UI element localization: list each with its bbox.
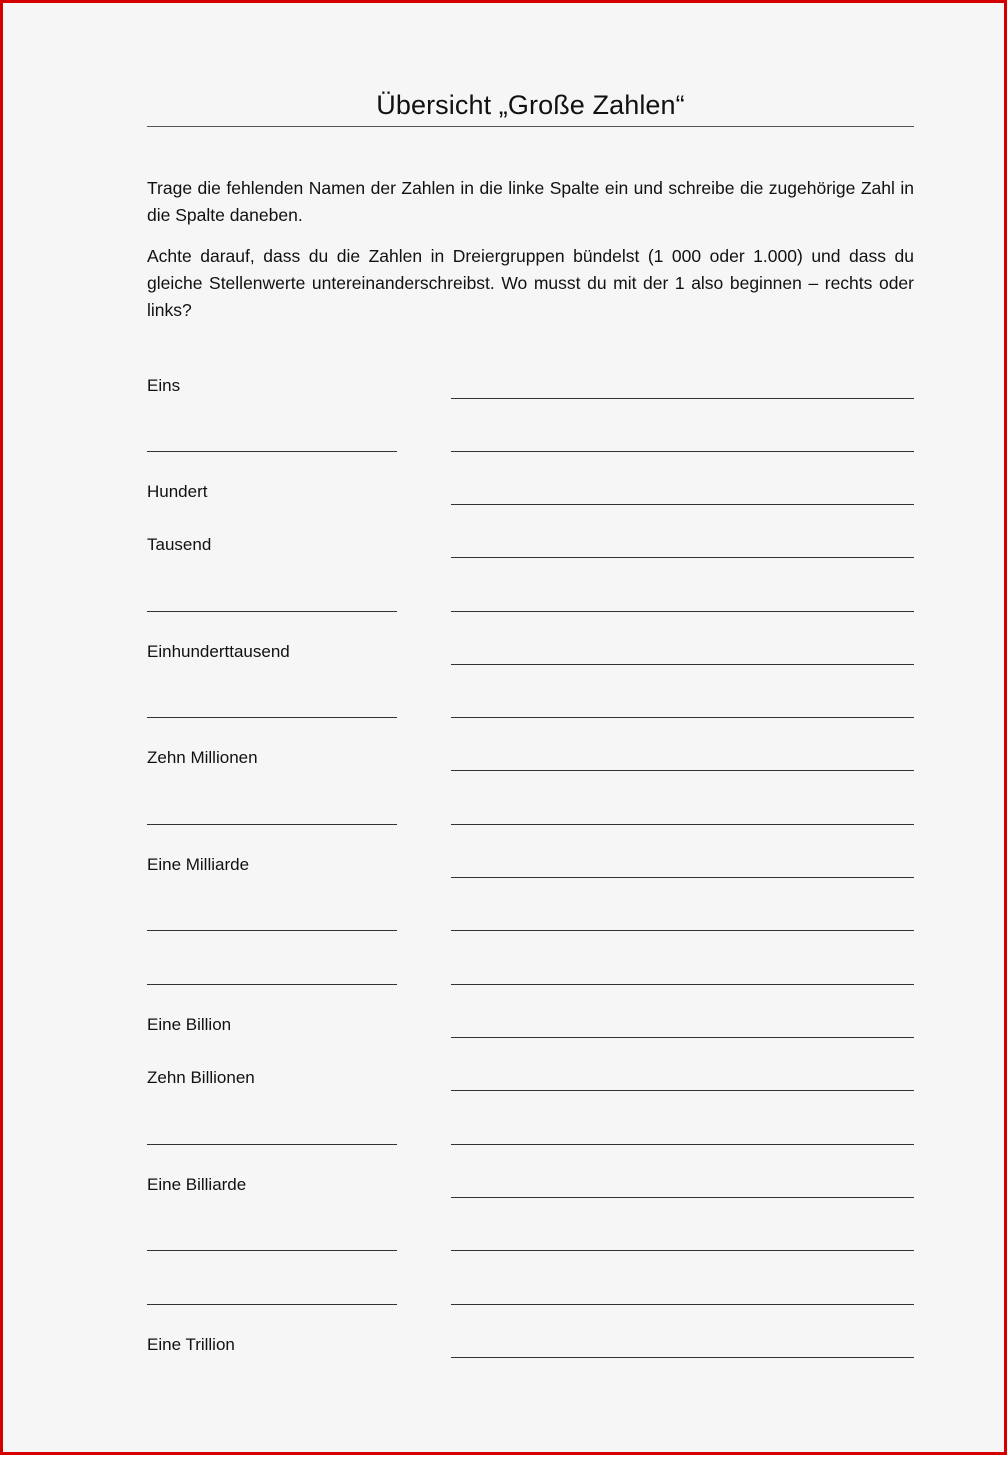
table-row — [147, 1275, 914, 1305]
number-answer-line[interactable] — [451, 877, 914, 878]
number-answer-line[interactable] — [451, 1197, 914, 1198]
table-row — [147, 795, 914, 825]
table-row — [147, 741, 914, 771]
table-row — [147, 582, 914, 612]
number-answer-line[interactable] — [451, 1144, 914, 1145]
number-answer-line[interactable] — [451, 398, 914, 399]
table-row — [147, 475, 914, 505]
number-name-label: Eine Billiarde — [147, 1175, 247, 1194]
table-row — [147, 528, 914, 558]
number-answer-line[interactable] — [451, 557, 914, 558]
number-answer-line[interactable] — [451, 770, 914, 771]
name-answer-line[interactable] — [147, 451, 397, 452]
name-answer-line[interactable] — [147, 984, 397, 985]
table-row — [147, 369, 914, 399]
name-answer-line[interactable] — [147, 930, 397, 931]
table-row — [147, 635, 914, 665]
number-name-label: Eine Billion — [147, 1015, 232, 1034]
table-row — [147, 1168, 914, 1198]
number-name-label: Eins — [147, 376, 181, 395]
number-answer-line[interactable] — [451, 824, 914, 825]
table-row — [147, 901, 914, 931]
number-name-label: Einhunderttausend — [147, 642, 290, 661]
number-answer-line[interactable] — [451, 717, 914, 718]
number-answer-line[interactable] — [451, 451, 914, 452]
number-name-label: Zehn Millionen — [147, 748, 258, 767]
number-answer-line[interactable] — [451, 1304, 914, 1305]
number-name-label: Zehn Billionen — [147, 1068, 255, 1087]
name-answer-line[interactable] — [147, 1250, 397, 1251]
number-answer-line[interactable] — [451, 930, 914, 931]
table-row — [147, 1061, 914, 1091]
number-table — [3, 3, 1007, 1458]
number-answer-line[interactable] — [451, 1357, 914, 1358]
number-answer-line[interactable] — [451, 1090, 914, 1091]
number-name-label: Eine Milliarde — [147, 855, 250, 874]
table-row — [147, 848, 914, 878]
number-answer-line[interactable] — [451, 664, 914, 665]
name-answer-line[interactable] — [147, 824, 397, 825]
name-answer-line[interactable] — [147, 717, 397, 718]
number-answer-line[interactable] — [451, 504, 914, 505]
table-row — [147, 422, 914, 452]
number-name-label: Hundert — [147, 482, 208, 501]
number-name-label: Tausend — [147, 535, 212, 554]
instruction-paragraph-1: Trage die fehlenden Namen der Zahlen in die linke Spalte ein und schreibe die zugehörige Zahl in die Spalte daneben. — [147, 178, 914, 225]
name-answer-line[interactable] — [147, 611, 397, 612]
table-row — [147, 1221, 914, 1251]
number-answer-line[interactable] — [451, 1250, 914, 1251]
instruction-paragraph-2: Achte darauf, dass du die Zahlen in Dreiergruppen bündelst (1 000 oder 1.000) und dass du gleiche Stellenwerte untereinanderschreibst. Wo musst du mit der 1 also beginnen – rechts oder links? — [147, 246, 914, 320]
table-row — [147, 955, 914, 985]
table-row — [147, 688, 914, 718]
number-answer-line[interactable] — [451, 611, 914, 612]
table-row — [147, 1115, 914, 1145]
table-row — [147, 1008, 914, 1038]
number-answer-line[interactable] — [451, 1037, 914, 1038]
table-row — [147, 1328, 914, 1358]
name-answer-line[interactable] — [147, 1304, 397, 1305]
page-title: Übersicht „Große Zahlen“ — [376, 90, 685, 120]
number-name-label: Eine Trillion — [147, 1335, 235, 1354]
number-answer-line[interactable] — [451, 984, 914, 985]
name-answer-line[interactable] — [147, 1144, 397, 1145]
